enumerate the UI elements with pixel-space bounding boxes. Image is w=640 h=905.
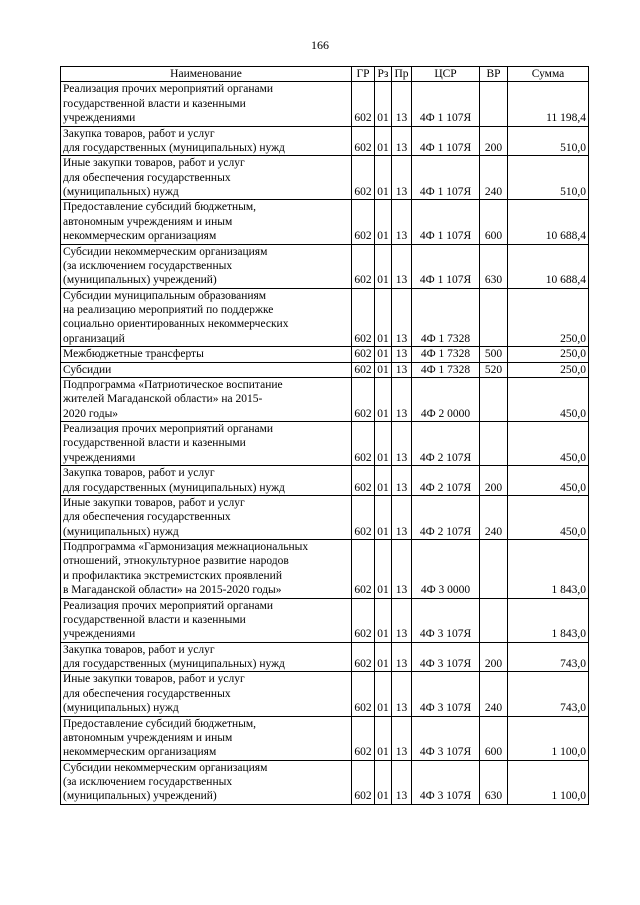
cell-gr: 602 [352, 244, 375, 288]
cell-gr: 602 [352, 377, 375, 421]
cell-pr: 13 [392, 200, 412, 244]
cell-rz: 01 [375, 672, 392, 716]
table-row [61, 716, 589, 760]
table-row [61, 377, 589, 421]
cell-rz: 01 [375, 760, 392, 804]
column-header-sum: Сумма [508, 67, 589, 82]
cell-csr: 4Ф 3 107Я [412, 760, 480, 804]
cell-vr: 600 [480, 716, 508, 760]
cell-vr: 240 [480, 672, 508, 716]
table-row [61, 347, 589, 362]
cell-gr: 602 [352, 760, 375, 804]
page-number: 166 [311, 38, 329, 52]
cell-pr: 13 [392, 362, 412, 377]
cell-csr: 4Ф 1 107Я [412, 244, 480, 288]
cell-name: Субсидии [61, 362, 352, 377]
cell-pr: 13 [392, 244, 412, 288]
cell-name: Закупка товаров, работ и услуг для государственных (муниципальных) нужд [61, 642, 352, 672]
cell-pr: 13 [392, 598, 412, 642]
table-row [61, 760, 589, 804]
cell-sum: 1 843,0 [508, 540, 589, 599]
table-row [61, 156, 589, 200]
cell-pr: 13 [392, 126, 412, 156]
table-header-row [61, 67, 589, 82]
cell-pr: 13 [392, 288, 412, 347]
cell-csr: 4Ф 2 107Я [412, 466, 480, 496]
cell-csr: 4Ф 2 0000 [412, 377, 480, 421]
cell-csr: 4Ф 1 7328 [412, 347, 480, 362]
cell-rz: 01 [375, 495, 392, 539]
cell-csr: 4Ф 3 107Я [412, 672, 480, 716]
cell-gr: 602 [352, 642, 375, 672]
column-header-vr: ВР [480, 67, 508, 82]
column-header-gr: ГР [352, 67, 375, 82]
cell-name: Иные закупки товаров, работ и услуг для обеспечения государственных (муниципальных) нужд [61, 156, 352, 200]
cell-vr [480, 598, 508, 642]
cell-csr: 4Ф 3 107Я [412, 716, 480, 760]
cell-pr: 13 [392, 716, 412, 760]
cell-sum: 10 688,4 [508, 200, 589, 244]
table-row [61, 422, 589, 466]
cell-pr: 13 [392, 760, 412, 804]
cell-pr: 13 [392, 642, 412, 672]
cell-name: Реализация прочих мероприятий органами государственной власти и казенными учреждениями [61, 422, 352, 466]
table-row [61, 466, 589, 496]
cell-name: Закупка товаров, работ и услуг для государственных (муниципальных) нужд [61, 466, 352, 496]
cell-sum: 743,0 [508, 642, 589, 672]
cell-name: Субсидии некоммерческим организациям (за исключением государственных (муниципальных) учреждений) [61, 760, 352, 804]
cell-sum: 510,0 [508, 126, 589, 156]
cell-rz: 01 [375, 540, 392, 599]
cell-name: Реализация прочих мероприятий органами государственной власти и казенными учреждениями [61, 82, 352, 126]
table-body [61, 82, 589, 804]
cell-name: Межбюджетные трансферты [61, 347, 352, 362]
table-row [61, 288, 589, 347]
cell-csr: 4Ф 1 107Я [412, 126, 480, 156]
cell-sum: 1 100,0 [508, 760, 589, 804]
cell-csr: 4Ф 3 0000 [412, 540, 480, 599]
cell-csr: 4Ф 2 107Я [412, 422, 480, 466]
cell-sum: 450,0 [508, 495, 589, 539]
cell-csr: 4Ф 1 7328 [412, 288, 480, 347]
cell-pr: 13 [392, 466, 412, 496]
cell-rz: 01 [375, 82, 392, 126]
cell-gr: 602 [352, 200, 375, 244]
cell-rz: 01 [375, 716, 392, 760]
cell-rz: 01 [375, 466, 392, 496]
cell-rz: 01 [375, 244, 392, 288]
cell-rz: 01 [375, 288, 392, 347]
cell-csr: 4Ф 1 107Я [412, 200, 480, 244]
cell-sum: 1 843,0 [508, 598, 589, 642]
cell-sum: 250,0 [508, 347, 589, 362]
column-header-rz: Рз [375, 67, 392, 82]
cell-name: Субсидии муниципальным образованиям на реализацию мероприятий по поддержке социально ориентированных некоммерческих организаций [61, 288, 352, 347]
cell-rz: 01 [375, 377, 392, 421]
cell-pr: 13 [392, 540, 412, 599]
cell-csr: 4Ф 3 107Я [412, 598, 480, 642]
cell-gr: 602 [352, 672, 375, 716]
cell-pr: 13 [392, 495, 412, 539]
cell-vr [480, 540, 508, 599]
cell-gr: 602 [352, 422, 375, 466]
cell-gr: 602 [352, 126, 375, 156]
cell-rz: 01 [375, 126, 392, 156]
cell-gr: 602 [352, 540, 375, 599]
cell-vr: 200 [480, 642, 508, 672]
cell-sum: 10 688,4 [508, 244, 589, 288]
cell-name: Подпрограмма «Гармонизация межнациональных отношений, этнокультурное развитие народов и профилактика экстремистских проявлений в Магаданской области» на 2015-2020 годы» [61, 540, 352, 599]
cell-sum: 250,0 [508, 362, 589, 377]
cell-vr [480, 422, 508, 466]
column-header-pr: Пр [392, 67, 412, 82]
cell-vr [480, 82, 508, 126]
cell-sum: 11 198,4 [508, 82, 589, 126]
cell-rz: 01 [375, 362, 392, 377]
cell-rz: 01 [375, 422, 392, 466]
table-row [61, 362, 589, 377]
cell-rz: 01 [375, 156, 392, 200]
cell-vr: 200 [480, 466, 508, 496]
cell-name: Иные закупки товаров, работ и услуг для обеспечения государственных (муниципальных) нужд [61, 495, 352, 539]
cell-name: Предоставление субсидий бюджетным, автономным учреждениям и иным некоммерческим организациям [61, 200, 352, 244]
column-header-csr: ЦСР [412, 67, 480, 82]
cell-gr: 602 [352, 347, 375, 362]
cell-name: Субсидии некоммерческим организациям (за исключением государственных (муниципальных) учреждений) [61, 244, 352, 288]
cell-name: Реализация прочих мероприятий органами государственной власти и казенными учреждениями [61, 598, 352, 642]
budget-table [60, 66, 589, 805]
cell-vr: 630 [480, 244, 508, 288]
cell-gr: 602 [352, 82, 375, 126]
cell-csr: 4Ф 1 107Я [412, 156, 480, 200]
cell-gr: 602 [352, 156, 375, 200]
cell-gr: 602 [352, 362, 375, 377]
cell-vr: 240 [480, 156, 508, 200]
cell-vr: 500 [480, 347, 508, 362]
cell-gr: 602 [352, 495, 375, 539]
cell-csr: 4Ф 1 7328 [412, 362, 480, 377]
cell-gr: 602 [352, 716, 375, 760]
table-row [61, 82, 589, 126]
table-row [61, 244, 589, 288]
cell-vr [480, 288, 508, 347]
cell-pr: 13 [392, 672, 412, 716]
table-row [61, 200, 589, 244]
cell-sum: 450,0 [508, 422, 589, 466]
table-row [61, 540, 589, 599]
cell-name: Предоставление субсидий бюджетным, автономным учреждениям и иным некоммерческим организациям [61, 716, 352, 760]
cell-vr: 200 [480, 126, 508, 156]
table-row [61, 126, 589, 156]
cell-pr: 13 [392, 156, 412, 200]
cell-gr: 602 [352, 466, 375, 496]
cell-vr: 240 [480, 495, 508, 539]
cell-sum: 743,0 [508, 672, 589, 716]
table-row [61, 672, 589, 716]
table-row [61, 495, 589, 539]
cell-name: Подпрограмма «Патриотическое воспитание жителей Магаданской области» на 2015- 2020 годы» [61, 377, 352, 421]
column-header-name: Наименование [61, 67, 352, 82]
table-row [61, 598, 589, 642]
table-row [61, 642, 589, 672]
cell-sum: 1 100,0 [508, 716, 589, 760]
cell-vr [480, 377, 508, 421]
cell-sum: 450,0 [508, 466, 589, 496]
cell-pr: 13 [392, 422, 412, 466]
cell-csr: 4Ф 1 107Я [412, 82, 480, 126]
cell-rz: 01 [375, 598, 392, 642]
cell-pr: 13 [392, 377, 412, 421]
cell-sum: 450,0 [508, 377, 589, 421]
cell-gr: 602 [352, 288, 375, 347]
cell-pr: 13 [392, 347, 412, 362]
cell-name: Закупка товаров, работ и услуг для государственных (муниципальных) нужд [61, 126, 352, 156]
cell-csr: 4Ф 3 107Я [412, 642, 480, 672]
cell-rz: 01 [375, 347, 392, 362]
cell-rz: 01 [375, 200, 392, 244]
cell-sum: 250,0 [508, 288, 589, 347]
cell-name: Иные закупки товаров, работ и услуг для обеспечения государственных (муниципальных) нужд [61, 672, 352, 716]
cell-sum: 510,0 [508, 156, 589, 200]
cell-gr: 602 [352, 598, 375, 642]
cell-vr: 520 [480, 362, 508, 377]
cell-pr: 13 [392, 82, 412, 126]
cell-vr: 630 [480, 760, 508, 804]
cell-rz: 01 [375, 642, 392, 672]
cell-vr: 600 [480, 200, 508, 244]
cell-csr: 4Ф 2 107Я [412, 495, 480, 539]
